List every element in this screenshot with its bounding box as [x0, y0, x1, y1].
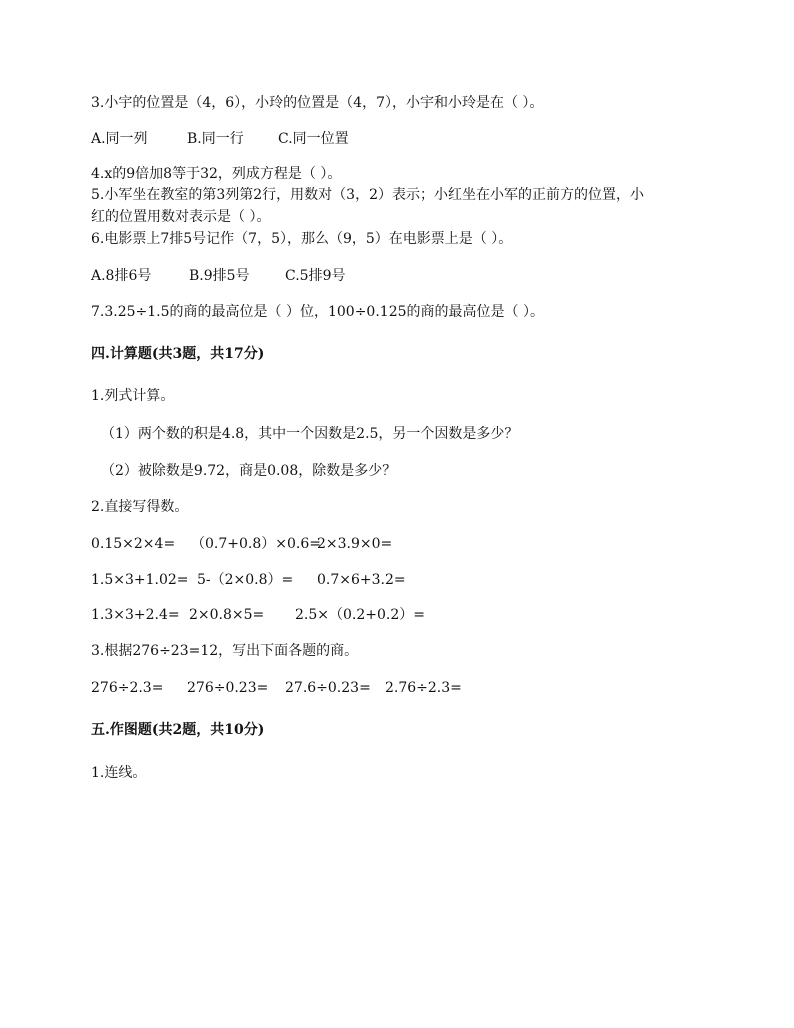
calc-item: 1.3×3+2.4=: [91, 607, 180, 623]
question-6-options: [91, 266, 345, 286]
calc-item: 27.6÷0.23=: [285, 680, 371, 696]
question-3-options: [91, 129, 349, 149]
question-7: 7.3.25÷1.5的商的最高位是（ ）位，100÷0.125的商的最高位是（ ）。: [91, 304, 544, 320]
calc-question-1-part-1: （1）两个数的积是4.8，其中一个因数是2.5，另一个因数是多少？: [101, 426, 519, 442]
calc-row-1: [91, 534, 392, 554]
option-a: A.同一列: [91, 131, 148, 147]
option-c: C.同一位置: [278, 131, 349, 147]
calc-row-3: [91, 605, 425, 625]
calc-item: 5-（2×0.8）=: [197, 572, 294, 588]
option-a: A.8排6号: [91, 268, 152, 284]
option-c: C.5排9号: [285, 268, 346, 284]
calc-item: 2.5×（0.2+0.2）=: [295, 607, 425, 623]
drawing-question-1: 1.连线。: [91, 765, 147, 781]
question-3: 3.小宇的位置是（4，6），小玲的位置是（4，7），小宇和小玲是在（ ）。: [91, 95, 544, 111]
calc-question-1-part-2: （2）被除数是9.72，商是0.08，除数是多少？: [101, 463, 397, 479]
calc-question-3: 3.根据276÷23=12，写出下面各题的商。: [91, 643, 359, 659]
calc-item: 0.7×6+3.2=: [317, 572, 406, 588]
calc-row-2: [91, 570, 406, 590]
calc-question-2: 2.直接写得数。: [91, 499, 189, 515]
question-5-line-2: 红的位置用数对表示是（ ）。: [91, 209, 271, 225]
question-4: 4.x的9倍加8等于32，列成方程是（ ）。: [91, 166, 342, 182]
calc-item: 1.5×3+1.02=: [91, 572, 189, 588]
question-5-line-1: 5.小军坐在教室的第3列第2行，用数对（3，2）表示；小红坐在小军的正前方的位置，小: [91, 187, 644, 203]
calc-item: （0.7+0.8）×0.6=: [191, 536, 321, 552]
section-5-heading: 五.作图题(共2题，共10分): [91, 722, 265, 738]
section-4-heading: 四.计算题(共3题，共17分): [91, 346, 265, 362]
calc-item: 2×3.9×0=: [317, 536, 393, 552]
calc-item: 2×0.8×5=: [189, 607, 265, 623]
calc-item: 2.76÷2.3=: [385, 680, 462, 696]
calc-question-1: 1.列式计算。: [91, 388, 175, 404]
question-6: 6.电影票上7排5号记作（7，5），那么（9，5）在电影票上是（ ）。: [91, 231, 513, 247]
calc-item: 0.15×2×4=: [91, 536, 176, 552]
calc-item: 276÷0.23=: [187, 680, 269, 696]
calc-question-3-row: [91, 678, 462, 698]
calc-item: 276÷2.3=: [91, 680, 164, 696]
option-b: B.同一行: [187, 131, 244, 147]
option-b: B.9排5号: [189, 268, 250, 284]
